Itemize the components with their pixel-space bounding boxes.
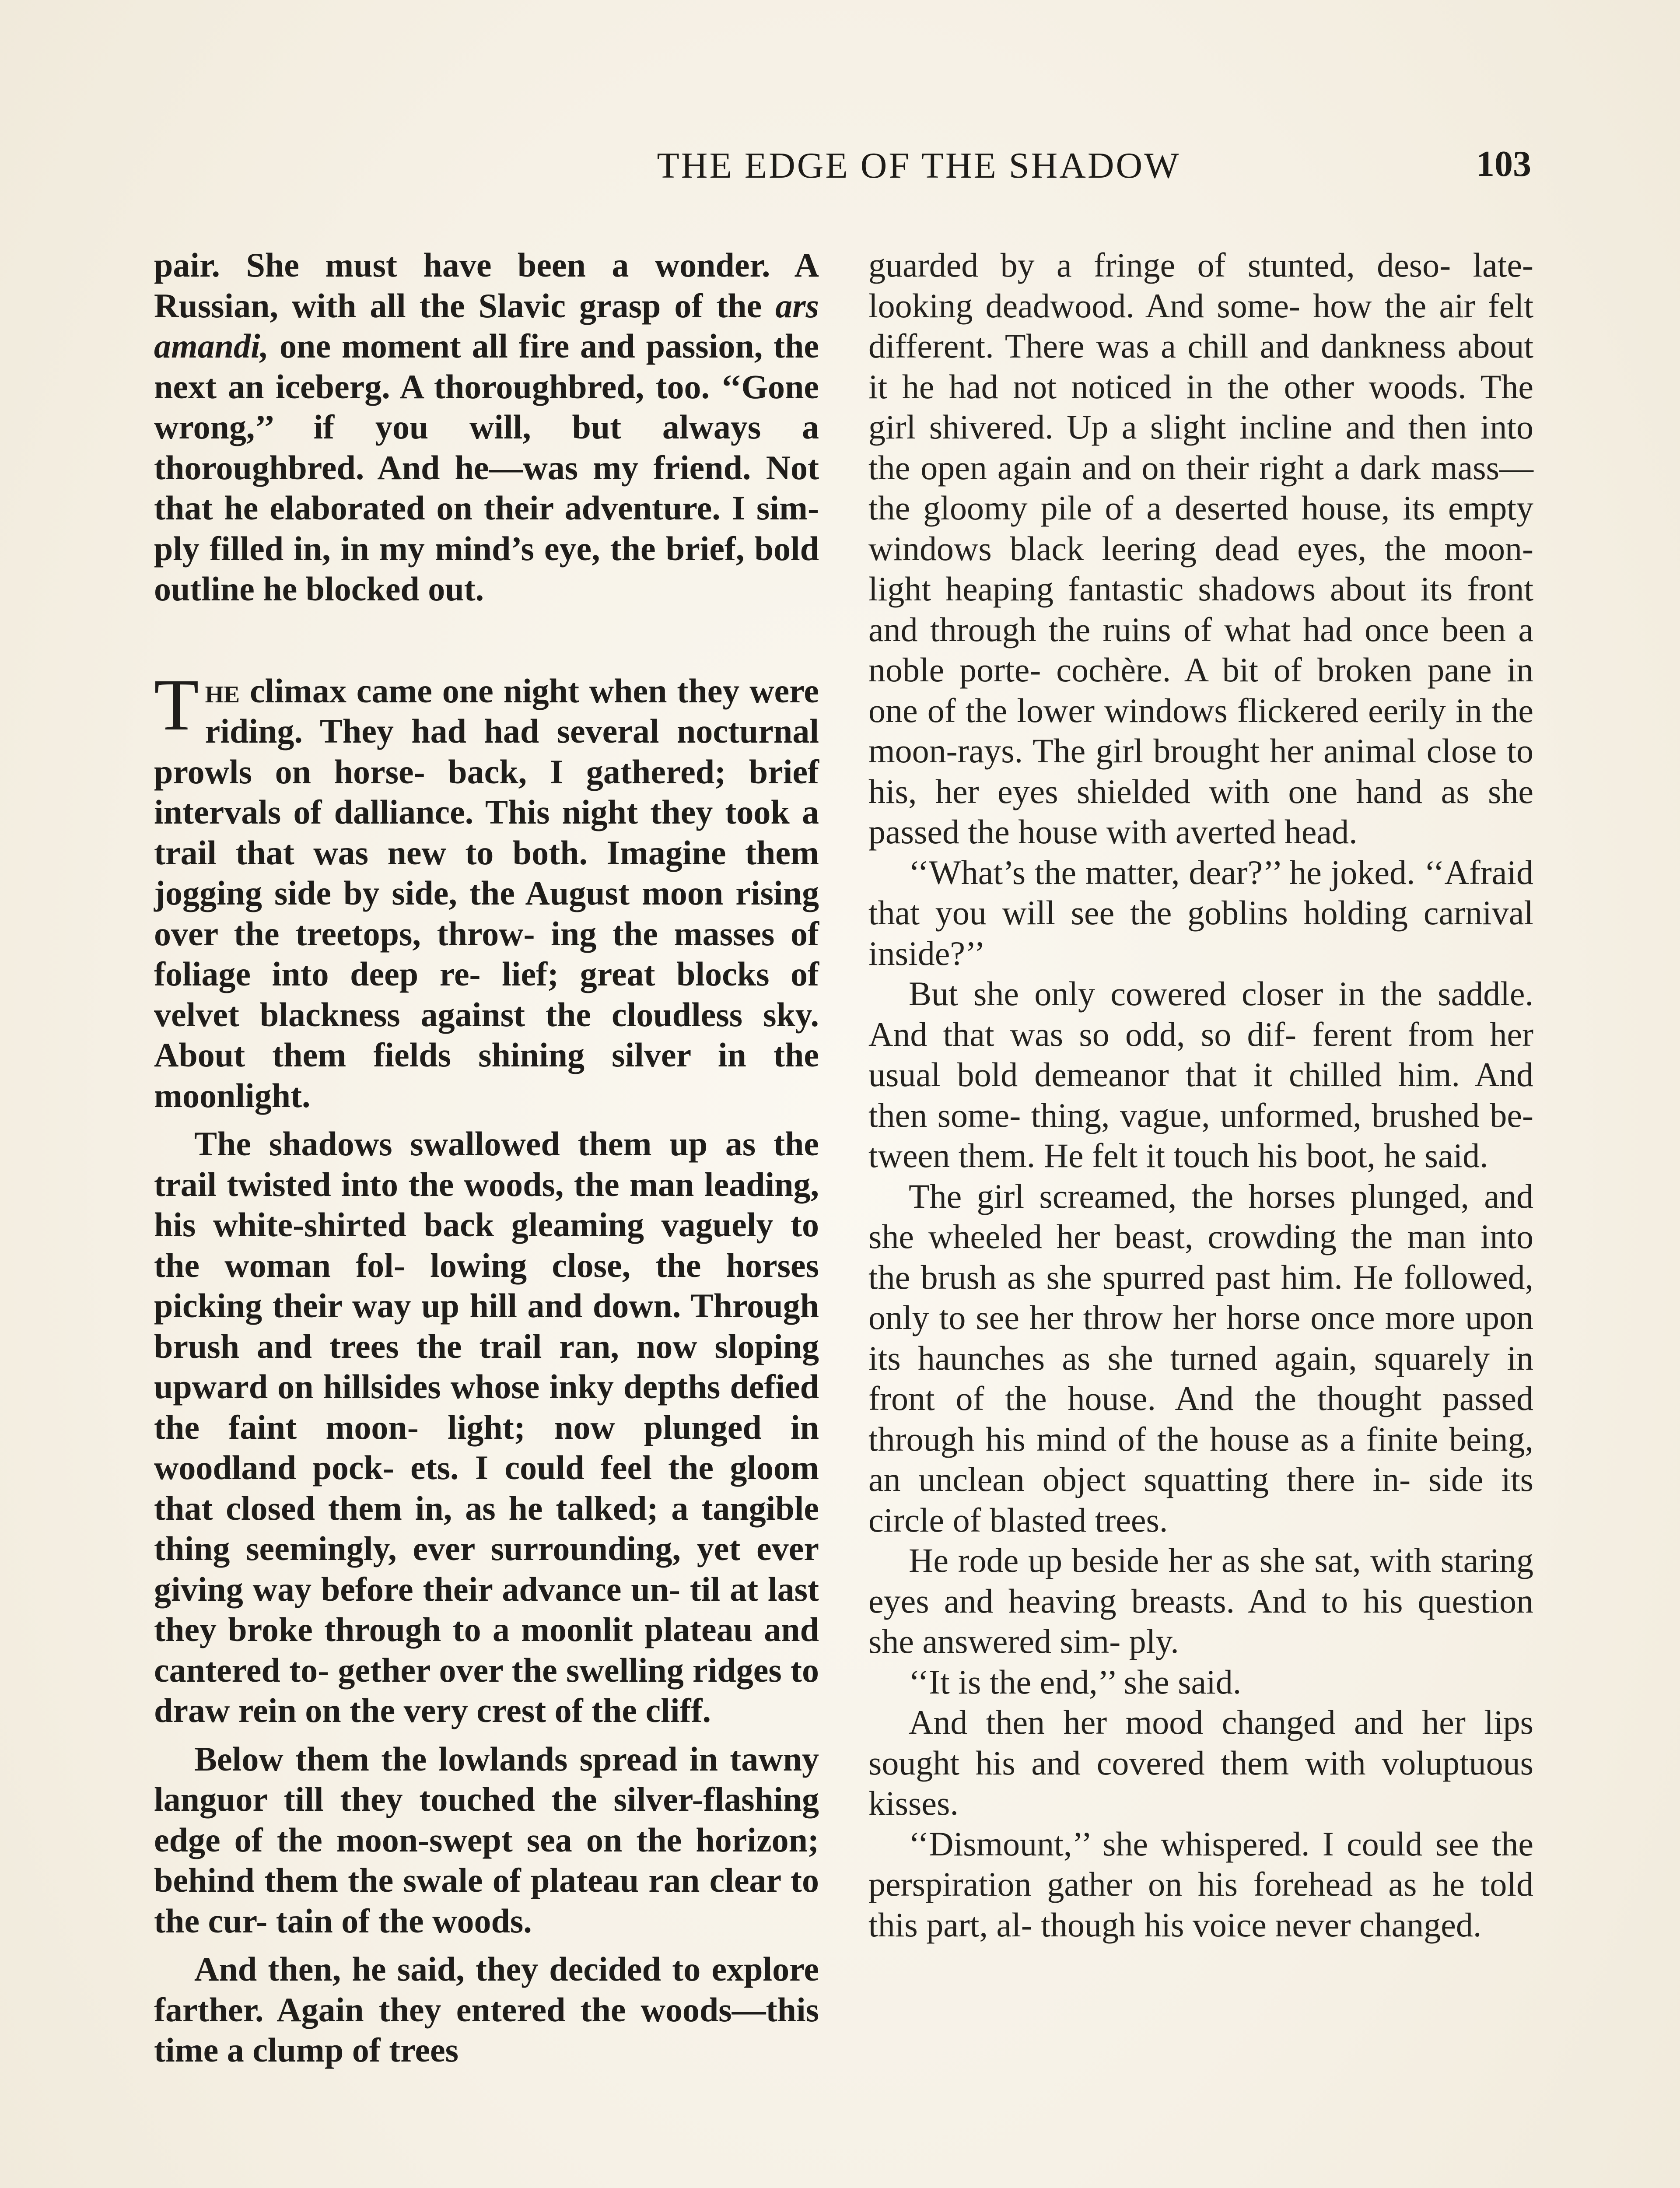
paragraph: guarded by a fringe of stunted, deso- late-looking deadwood. And some- how the air felt different. There was a chill and dankness about it he had not noticed in the other woods. The girl shivered. Up a slight incline and then into the open again and on their right a dark mass—the gloomy pile of a deserted house, its empty windows black leering dead eyes, the moon- light heaping fantastic shadows about its front and through the ruins of what had once been a noble porte- cochère. A bit of broken pane in one of the lower windows flickered eerily in the moon-rays. The girl brought her animal close to his, her eyes shielded with one hand as she passed the house with averted head. bbox=[868, 246, 1533, 851]
paragraph-text: climax came one night when they were riding. They had had several nocturnal prowls on horse- back, I gathered; brief intervals of dalliance. This night they took a trail that was new to both. Imagine them jogging side by side, the August moon rising over the treetops, throw- ing the masses of foliage into deep re- lief; great blocks of velvet blackness against the cloudless sky. About them fields shining silver in the moonlight. bbox=[154, 671, 819, 1115]
paragraph: The shadows swallowed them up as the trail twisted into the woods, the man leading, his white-shirted back gleaming vaguely to the woman fol- lowing close, the horses picking their way up hill and down. Through brush and trees the trail ran, now sloping upward on hillsides whose inky depths defied the faint moon- light; now plunged in woodland pock- ets. I could feel the gloom that closed them in, as he talked; a tangible thing seemingly, ever surrounding, yet ever giving way before their advance un- til at last they broke through to a moonlit plateau and cantered to- gether over the swelling ridges to draw rein on the very crest of the cliff. bbox=[154, 1125, 819, 1729]
paragraph-text: one moment all fire and passion, the next an iceberg. A thoroughbred, too. ‘‘Gone wrong,’’ if you will, but always a thoroughbred. And he—was my friend. Not that he elaborated on their adventure. I sim- ply filled in, in my mind’s eye, the brief, bold outline he blocked out. bbox=[154, 327, 819, 608]
left-column bbox=[154, 245, 819, 2071]
drop-cap: T bbox=[154, 664, 199, 746]
page-number: 103 bbox=[1476, 144, 1531, 184]
paragraph: Below them the lowlands spread in tawny languor till they touched the silver-flashing edge of the moon-swept sea on the horizon; behind them the swale of plateau ran clear to the cur- tain of the woods. bbox=[154, 1739, 819, 1940]
italic-phrase: ars amandi, bbox=[154, 286, 819, 365]
paragraph: But she only cowered closer in the saddle. And that was so odd, so dif- ferent from her usual bold demeanor that it chilled him. And then some- thing, vague, unformed, brushed be- tween them. He felt it touch his boot, he said. bbox=[868, 975, 1533, 1175]
paragraph: ‘‘It is the end,’’ she said. bbox=[909, 1662, 1242, 1701]
paragraph-text: pair. She must have been a wonder. A Russian, with all the Slavic grasp of the bbox=[154, 246, 819, 325]
small-caps-lead: he bbox=[205, 671, 240, 710]
paragraph bbox=[154, 664, 819, 1116]
paragraph: And then, he said, they decided to explore farther. Again they entered the woods—this time a clump of trees bbox=[154, 1950, 819, 2069]
paragraph: The girl screamed, the horses plunged, and she wheeled her beast, crowding the man into the brush as she spurred past him. He followed, only to see her throw her horse once more upon its haunches as she turned again, squarely in front of the house. And the thought passed through his mind of the house as a finite being, an unclean object squatting there in- side its circle of blasted trees. bbox=[868, 1177, 1533, 1539]
running-title: THE EDGE OF THE SHADOW bbox=[657, 145, 1181, 186]
paragraph: ‘‘Dismount,’’ she whispered. I could see the perspiration gather on his forehead as he told this part, al- though his voice never changed. bbox=[868, 1824, 1533, 1944]
paragraph bbox=[154, 245, 819, 610]
paragraph: And then her mood changed and her lips sought his and covered them with voluptuous kisses. bbox=[868, 1703, 1533, 1822]
paragraph: ‘‘What’s the matter, dear?’’ he joked. ‘‘Afraid that you will see the goblins holding carnival inside?’’ bbox=[868, 853, 1533, 972]
paragraph: He rode up beside her as she sat, with staring eyes and heaving breasts. And to his question she answered sim- ply. bbox=[868, 1541, 1533, 1660]
right-column bbox=[868, 245, 1533, 1945]
